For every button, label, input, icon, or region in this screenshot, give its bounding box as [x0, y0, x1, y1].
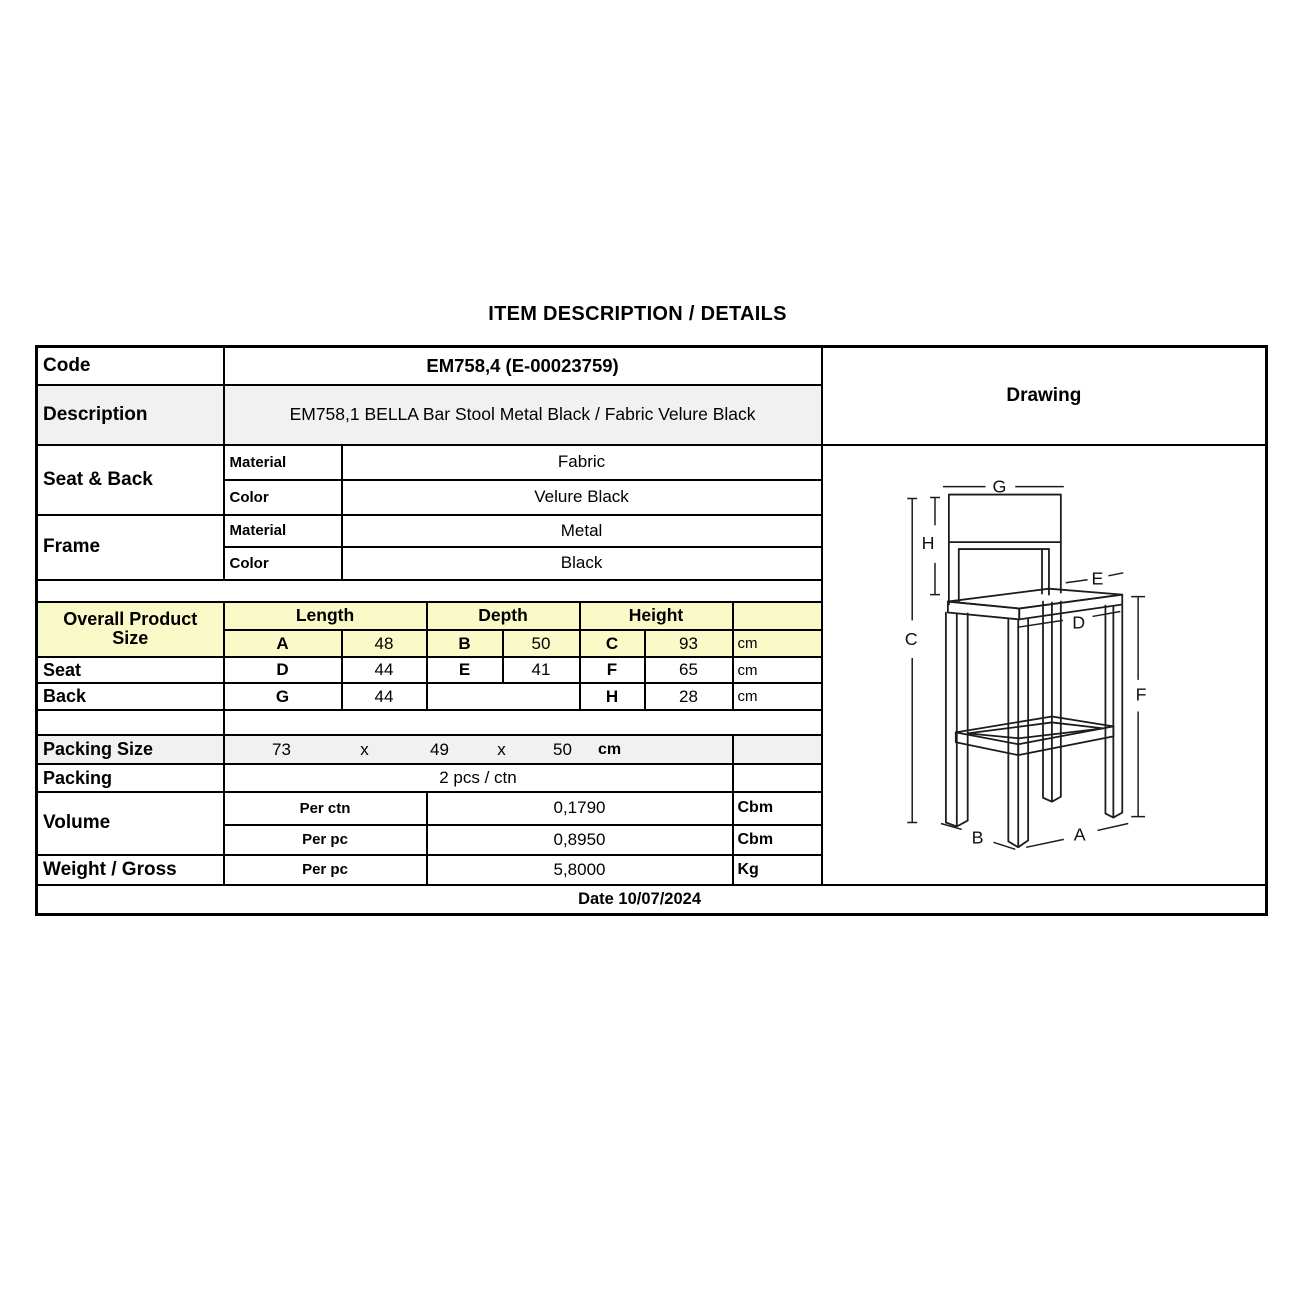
- seat-f-key: F: [580, 657, 645, 683]
- packing-dim2: 49: [430, 739, 449, 759]
- dimension-labels: [905, 476, 1147, 847]
- code-value: EM758,4 (E-00023759): [224, 347, 822, 385]
- page-title: ITEM DESCRIPTION / DETAILS: [488, 303, 787, 325]
- packing-value: 2 pcs / ctn: [224, 764, 733, 792]
- back-h-value: 28: [645, 683, 733, 710]
- seat-row-label: Seat: [37, 657, 224, 683]
- volume-per-pc-label: Per pc: [224, 825, 427, 855]
- overall-a-value: 48: [342, 630, 427, 657]
- frame-label: Frame: [37, 515, 224, 580]
- stool-outline: [946, 494, 1122, 847]
- packing-dim3: 50: [553, 739, 572, 759]
- back-h-key: H: [580, 683, 645, 710]
- volume-per-ctn-value: 0,1790: [427, 792, 733, 824]
- dim-label-d: D: [1072, 611, 1086, 632]
- description-value: EM758,1 BELLA Bar Stool Metal Black / Fabric Velure Black: [224, 385, 822, 445]
- volume-per-ctn-label: Per ctn: [224, 792, 427, 824]
- seat-d-value: 44: [342, 657, 427, 683]
- seat-e-value: 41: [503, 657, 580, 683]
- overall-c-value: 93: [645, 630, 733, 657]
- packing-size-values: [224, 735, 733, 764]
- drawing-panel-title: Drawing: [822, 347, 1267, 445]
- dim-label-g: G: [992, 476, 1007, 497]
- overall-unit: cm: [733, 630, 822, 657]
- seat-back-label: Seat & Back: [37, 445, 224, 515]
- packing-label: Packing: [37, 764, 224, 792]
- overall-c-key: C: [580, 630, 645, 657]
- seat-back-color-label: Color: [224, 480, 342, 515]
- spacer-cell-right: [224, 710, 822, 735]
- overall-product-size-header: [37, 602, 224, 657]
- spacer-row: [37, 580, 822, 602]
- stool-drawing: [823, 446, 1264, 879]
- overall-a-key: A: [224, 630, 342, 657]
- spacer-cell-left: [37, 710, 224, 735]
- seat-unit: cm: [733, 657, 822, 683]
- volume-per-ctn-unit: Cbm: [733, 792, 822, 824]
- back-row-label: Back: [37, 683, 224, 710]
- volume-per-pc-unit: Cbm: [733, 825, 822, 855]
- frame-material-label: Material: [224, 515, 342, 547]
- code-label: Code: [37, 347, 224, 385]
- seat-f-value: 65: [645, 657, 733, 683]
- dim-label-e: E: [1091, 568, 1104, 589]
- overall-product-line2: Size: [112, 628, 149, 649]
- seat-back-material-label: Material: [224, 445, 342, 480]
- overall-b-key: B: [427, 630, 503, 657]
- packing-unit-spacer: [733, 764, 822, 792]
- weight-per-label: Per pc: [224, 855, 427, 885]
- packing-size-unit: cm: [597, 740, 622, 758]
- height-header: Height: [580, 602, 733, 630]
- overall-b-value: 50: [503, 630, 580, 657]
- seat-d-key: D: [224, 657, 342, 683]
- frame-color-value: Black: [342, 547, 822, 580]
- drawing-area: [822, 445, 1267, 885]
- dim-label-f: F: [1135, 684, 1147, 705]
- frame-material-value: Metal: [342, 515, 822, 547]
- dim-label-c: C: [905, 628, 918, 649]
- dimension-lines: [908, 486, 1146, 849]
- dim-label-b: B: [971, 826, 984, 847]
- packing-sep1: x: [360, 739, 369, 759]
- seat-back-material-value: Fabric: [342, 445, 822, 480]
- volume-label: Volume: [37, 792, 224, 854]
- overall-product-line1: Overall Product: [63, 608, 198, 629]
- length-header: Length: [224, 602, 427, 630]
- date-row: Date 10/07/2024: [37, 885, 1267, 915]
- dim-label-h: H: [921, 532, 935, 553]
- back-depth-empty: [427, 683, 580, 710]
- frame-color-label: Color: [224, 547, 342, 580]
- description-label: Description: [37, 385, 224, 445]
- dim-label-a: A: [1074, 823, 1086, 844]
- seat-e-key: E: [427, 657, 503, 683]
- packing-size-label: Packing Size: [37, 735, 224, 764]
- back-unit: cm: [733, 683, 822, 710]
- packing-size-unit-spacer: [733, 735, 822, 764]
- spec-table: [35, 345, 1268, 916]
- depth-header: Depth: [427, 602, 580, 630]
- weight-label: Weight / Gross: [37, 855, 224, 885]
- seat-back-color-value: Velure Black: [342, 480, 822, 515]
- volume-per-pc-value: 0,8950: [427, 825, 733, 855]
- packing-sep2: x: [497, 739, 506, 759]
- weight-value: 5,8000: [427, 855, 733, 885]
- back-g-key: G: [224, 683, 342, 710]
- back-g-value: 44: [342, 683, 427, 710]
- packing-dim1: 73: [272, 739, 291, 759]
- size-header-unit-spacer: [733, 602, 822, 630]
- weight-unit: Kg: [733, 855, 822, 885]
